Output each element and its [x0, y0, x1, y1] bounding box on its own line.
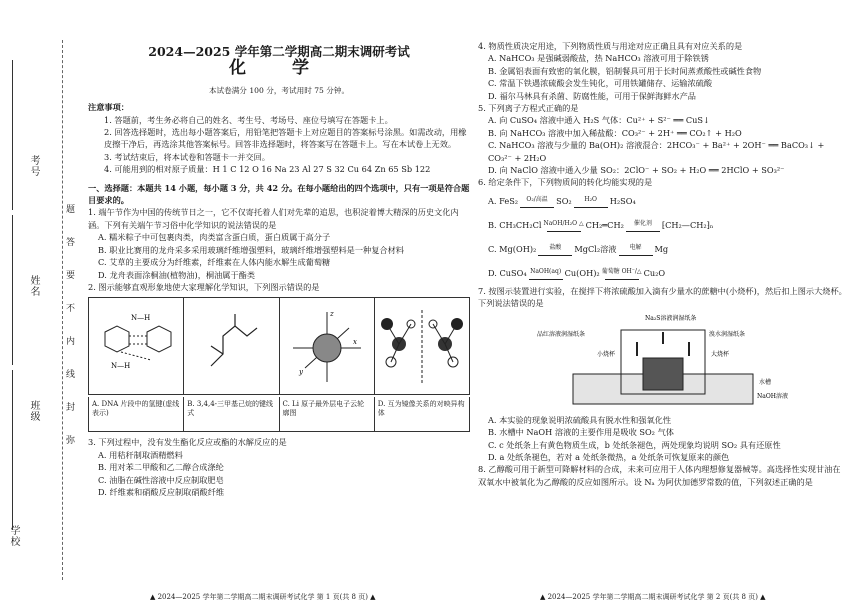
- reaction-arrow: [602, 266, 642, 279]
- product: Cu(OH)₂: [564, 267, 600, 278]
- arrow-condition: NaOH(aq): [530, 268, 562, 276]
- reaction-arrow: [520, 194, 554, 207]
- q4-option: A. NaHCO₃ 是强碱弱酸盐，热 NaHCO₃ 溶液可用于除铁锈: [488, 53, 709, 64]
- warn-char: 要: [66, 271, 76, 281]
- reaction-arrow: [543, 218, 583, 231]
- q3-option: C. 油脂在碱性溶液中反应制取肥皂: [98, 474, 224, 485]
- notice-item: 2. 回答选择题时，选出每小题答案后，用铅笔把答题卡上对应题目的答案标号涂黑。如需改动，用橡皮擦干净后，再选涂其他答案标号。回答非选择题时，将答案写在答题卡上。写在本试卷上无效。: [104, 127, 467, 150]
- diagram-label: 品红溶液润湿纸条: [537, 330, 586, 338]
- reactant: A. FeS₂: [488, 195, 519, 206]
- warn-char: 弥: [66, 436, 76, 446]
- diagram-label: 溴水润湿纸条: [709, 330, 746, 338]
- arrow-condition: 电解: [629, 244, 642, 252]
- q2-stem: 2. 图示能够直观形象地使大家理解化学知识，下列图示错误的是: [88, 281, 320, 292]
- exam-no-label: 考号: [28, 155, 39, 177]
- q8-stem: 8. 乙醇酸可用于新型可降解材料的合成，未来可应用于人体内理想修复器械等。高选择性实现甘油在双氧水中被氧化为乙醇酸的反应如图所示。设 Nₐ 为阿伏加德罗常数的值，下列叙述正确的是: [478, 464, 841, 487]
- svg-text:x: x: [352, 338, 357, 347]
- enantiomer-figure: [375, 298, 469, 394]
- page-1: [88, 40, 470, 498]
- warn-char: 封: [66, 403, 76, 413]
- q3-stem: 3. 下列过程中，没有发生酯化反应或酯的水解反应的是: [88, 437, 287, 448]
- product: H₂SO₄: [609, 195, 636, 206]
- q5-option: B. 向 NaHCO₃ 溶液中加入稀盐酸：CO₃²⁻ + 2H⁺ ══ CO₂↑ + H₂O: [488, 127, 742, 138]
- binding-strip: [0, 0, 60, 609]
- q1-option: A. 糯米粽子中可包裹肉类，肉类富含蛋白质，蛋白质属于高分子: [98, 232, 331, 243]
- notice-item: 4. 可能用到的相对原子质量：H 1 C 12 O 16 Na 23 Al 27 S 32 Cu 64 Zn 65 Sb 122: [104, 164, 431, 175]
- seal-warning: [66, 205, 74, 447]
- reactant: D. CuSO₄: [488, 267, 527, 278]
- arrow-condition: H₂O: [584, 196, 597, 204]
- reaction-arrow: [626, 218, 660, 231]
- reaction-arrow: [529, 266, 563, 279]
- q6-stem: 6. 给定条件下，下列物质间的转化均能实现的是: [478, 177, 653, 188]
- dna-hbond-figure: [89, 298, 184, 394]
- section-heading: 一、选择题：本题共 14 小题，每小题 3 分，共 42 分。在每小题给出的四个选项中，只有一项是符合题目要求的。: [88, 182, 470, 206]
- subject-title: 化 学: [229, 58, 329, 79]
- footer-page-1: ▲ 2024—2025 学年第二学期高二期末调研考试化学 第 1 页(共 8 页) ▲: [150, 593, 376, 601]
- name-label: 姓名: [28, 275, 39, 297]
- q3-option: D. 纤维素和硝酸反应制取硝酸纤维: [98, 486, 225, 497]
- reaction-arrow: [619, 242, 653, 255]
- q5-option: A. 向 CuSO₄ 溶液中通入 H₂S 气体：Cu²⁺ + S²⁻ ══ CuS↓: [488, 115, 710, 126]
- q2-captions: [88, 397, 470, 432]
- page-2: [478, 40, 848, 488]
- electron-cloud-figure: [280, 298, 375, 394]
- q6-option-c: [478, 237, 848, 261]
- arrow-condition: 催化剂: [633, 220, 652, 228]
- q1-option: B. 职业比赛用的龙舟采多采用玻璃纤维增强塑料，玻璃纤维增强塑料是一种复合材料: [98, 244, 404, 255]
- q2-caption: B. 3,4,4-三甲基己烷的键线式: [184, 397, 279, 431]
- q4-stem: 4. 物质性质决定用途，下列物质性质与用途对应正确且具有对应关系的是: [478, 41, 743, 51]
- product: SO₂: [556, 195, 572, 206]
- q4-option: B. 金属铝表面有致密的氧化膜，铝制餐具可用于长时间蒸煮酸性或碱性食物: [488, 65, 762, 76]
- product: Cu₂O: [643, 267, 666, 278]
- reactant: B. CH₃CH₂Cl: [488, 219, 542, 230]
- notice-item: 1. 答题前，考生务必将自己的姓名、考生号、考场号、座位号填写在答题卡上。: [104, 114, 393, 125]
- q7-option: A. 本实验的现象说明浓硫酸具有脱水性和强氧化性: [488, 414, 672, 425]
- q2-caption: A. DNA 片段中的氢键(虚线表示): [89, 397, 184, 431]
- q3-option: A. 用秸秆制取酒精燃料: [98, 449, 183, 460]
- q5-stem: 5. 下列离子方程式正确的是: [478, 103, 579, 114]
- arrow-condition: NaOH/H₂O △: [543, 220, 584, 228]
- svg-text:y: y: [298, 368, 303, 377]
- q2-caption: D. 互为镜像关系的对映异构体: [377, 400, 465, 418]
- skeletal-formula-figure: [184, 298, 279, 394]
- warn-char: 答: [66, 238, 76, 248]
- q1-stem: 1. 端午节作为中国的传统节日之一，它不仅寄托着人们对先辈的追思，也积淀着博大精深的历史文化内涵。下列有关端午节习俗中化学知识的说法错误的是: [88, 207, 459, 230]
- diagram-label: Na₂S溶液润湿纸条: [645, 314, 697, 322]
- exam-meta: 本试卷满分 100 分，考试用时 75 分钟。: [208, 85, 350, 95]
- class-label: 班级: [28, 400, 39, 422]
- warn-char: 内: [66, 337, 76, 347]
- warn-char: 题: [66, 205, 76, 215]
- q1-option: D. 龙舟表面涂桐油(植物油)，桐油属于酯类: [98, 269, 256, 280]
- q7-option: D. a 处纸条褪色，若对 a 处纸条微热，a 处纸条可恢复原来的颜色: [488, 451, 730, 462]
- school-line: [12, 470, 13, 530]
- product: ⁅CH₂—CH₂⁆ₙ: [661, 219, 714, 230]
- reaction-arrow: [574, 194, 608, 207]
- q3-option: B. 用对苯二甲酸和乙二醇合成涤纶: [98, 462, 224, 473]
- q1-option: C. 艾草的主要成分为纤维素，纤维素在人体内能水解生成葡萄糖: [98, 257, 331, 268]
- diagram-label: 大烧杯: [711, 350, 730, 358]
- product: Mg: [654, 243, 669, 254]
- name-line: [12, 215, 13, 365]
- seal-line: [62, 40, 63, 580]
- exam-no-line: [12, 60, 13, 210]
- svg-text:N—H: N—H: [111, 362, 131, 371]
- q6-option-b: [478, 213, 848, 237]
- q7-stem: 7. 按图示装置进行实验，在搅拌下将浓硫酸加入滴有少量水的蔗糖中(小烧杯)，然后扣上图示大烧杯。下列说法错误的是: [478, 285, 847, 309]
- diagram-label: NaOH溶液: [757, 392, 788, 400]
- q4-option: D. 福尔马林具有杀菌、防腐性能，可用于保鲜海鲜水产品: [488, 90, 696, 101]
- q6-option-d: [478, 261, 848, 285]
- product: MgCl₂溶液: [574, 243, 617, 254]
- arrow-condition: 盐酸: [549, 244, 562, 252]
- q4-option: C. 常温下铁遇浓硫酸会发生钝化，可用铁罐储存、运输浓硫酸: [488, 78, 713, 89]
- arrow-condition: O₂/高温: [526, 196, 548, 204]
- q7-option: B. 水槽中 NaOH 溶液的主要作用是吸收 SO₂ 气体: [488, 427, 674, 438]
- warn-char: 不: [66, 304, 76, 314]
- q6-option-a: [478, 189, 848, 213]
- diagram-label: 水槽: [759, 378, 772, 386]
- arrow-condition: 葡萄糖 OH⁻/△: [601, 268, 642, 276]
- q2-caption: C. Li 原子最外层电子云轮廓图: [280, 397, 375, 431]
- q5-option: D. 向 NaClO 溶液中通入少量 SO₂：2ClO⁻ + SO₂ + H₂O ══ 2HClO + SO₃²⁻: [488, 165, 785, 176]
- notice-item: 3. 考试结束后，将本试卷和答题卡一并交回。: [104, 151, 270, 162]
- reaction-arrow: [538, 242, 572, 255]
- svg-text:z: z: [329, 310, 334, 319]
- product: CH₂═CH₂: [585, 219, 624, 230]
- footer-page-2: ▲ 2024—2025 学年第二学期高二期末调研考试化学 第 2 页(共 8 页) ▲: [540, 593, 766, 601]
- exam-title: 2024—2025 学年第二学期高二期末调研考试: [148, 44, 410, 59]
- diagram-label: 小烧杯: [597, 350, 616, 358]
- school-label: 学校: [8, 525, 19, 547]
- warn-char: 线: [66, 370, 76, 380]
- apparatus-diagram: [533, 312, 793, 412]
- notice-heading: 注意事项：: [88, 102, 129, 113]
- q5-option: C. NaHCO₃ 溶液与少量的 Ba(OH)₂ 溶液混合：2HCO₃⁻ + Ba²⁺ + 2OH⁻ ══ BaCO₃↓ + CO₃²⁻ + 2H₂O: [488, 140, 825, 163]
- svg-text:N—H: N—H: [131, 314, 151, 323]
- q2-figures: [88, 297, 470, 395]
- q7-option: C. c 处纸条上有黄色物质生成，b 处纸条褪色，两处现象均说明 SO₂ 具有还原性: [488, 439, 781, 450]
- reactant: C. Mg(OH)₂: [488, 243, 537, 254]
